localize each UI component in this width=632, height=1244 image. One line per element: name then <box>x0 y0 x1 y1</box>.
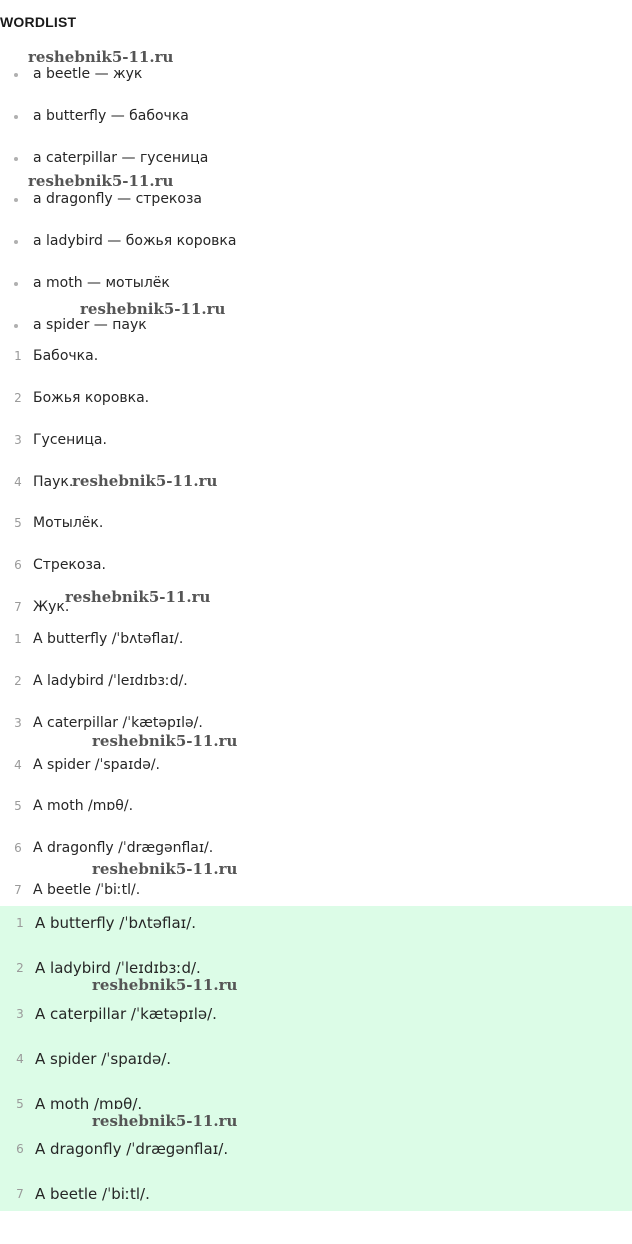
list-item-text: A dragonfly /ˈdrægənflaɪ/. <box>35 1140 229 1158</box>
list-item-text: A dragonfly /ˈdrægənflaɪ/. <box>33 840 214 856</box>
watermark: reshebnik5-11.ru <box>28 172 174 190</box>
list-item-text: Стрекоза. <box>33 557 106 573</box>
item-number: 7 <box>14 600 22 614</box>
list-item-text: a spider — паук <box>33 317 147 333</box>
list-item-text: a ladybird — божья коровка <box>33 233 237 249</box>
bullet-icon <box>14 73 18 77</box>
list-item-text: A ladybird /ˈleɪdɪbɜːd/. <box>33 673 188 689</box>
list-item-text: A beetle /ˈbiːtl/. <box>33 882 141 898</box>
list-item-text: Паук. <box>33 474 74 490</box>
bullet-icon <box>14 115 18 119</box>
item-number: 1 <box>14 349 22 363</box>
item-number: 5 <box>16 1097 24 1111</box>
item-number: 1 <box>14 632 22 646</box>
list-item-text: a butterfly — бабочка <box>33 108 189 124</box>
watermark: reshebnik5-11.ru <box>28 48 174 66</box>
list-item-text: a beetle — жук <box>33 66 143 82</box>
list-item-text: a dragonfly — стрекоза <box>33 191 202 207</box>
bullet-icon <box>14 198 18 202</box>
bullet-icon <box>14 324 18 328</box>
list-item-text: a caterpillar — гусеница <box>33 150 209 166</box>
item-number: 2 <box>14 674 22 688</box>
bullet-icon <box>14 240 18 244</box>
list-item-text: A moth /mɒθ/. <box>33 798 134 814</box>
item-number: 3 <box>16 1007 24 1021</box>
page-title: WORDLIST <box>0 14 77 30</box>
item-number: 6 <box>16 1142 24 1156</box>
item-number: 1 <box>16 916 24 930</box>
watermark: reshebnik5-11.ru <box>92 860 238 878</box>
item-number: 5 <box>14 799 22 813</box>
list-item-text: A moth /mɒθ/. <box>35 1095 143 1113</box>
item-number: 3 <box>14 716 22 730</box>
list-item-text: A caterpillar /ˈkætəpɪlə/. <box>35 1005 217 1023</box>
list-item-text: A butterfly /ˈbʌtəflaɪ/. <box>35 914 197 932</box>
bullet-icon <box>14 282 18 286</box>
list-item-text: Мотылёк. <box>33 515 104 531</box>
list-item-text: Божья коровка. <box>33 390 150 406</box>
watermark: reshebnik5-11.ru <box>80 300 226 318</box>
item-number: 6 <box>14 558 22 572</box>
watermark: reshebnik5-11.ru <box>92 732 238 750</box>
list-item-text: A spider /ˈspaɪdə/. <box>33 757 160 773</box>
list-item-text: Гусеница. <box>33 432 107 448</box>
list-item-text: A caterpillar /ˈkætəpɪlə/. <box>33 715 203 731</box>
watermark: reshebnik5-11.ru <box>92 1112 238 1130</box>
item-number: 7 <box>16 1187 24 1201</box>
list-item-text: A ladybird /ˈleɪdɪbɜːd/. <box>35 959 201 977</box>
list-item-text: Жук. <box>33 599 70 615</box>
item-number: 4 <box>16 1052 24 1066</box>
item-number: 5 <box>14 516 22 530</box>
item-number: 4 <box>14 475 22 489</box>
watermark: reshebnik5-11.ru <box>65 588 211 606</box>
list-item-text: a moth — мотылёк <box>33 275 170 291</box>
item-number: 7 <box>14 883 22 897</box>
watermark: reshebnik5-11.ru <box>72 472 218 490</box>
bullet-icon <box>14 157 18 161</box>
item-number: 3 <box>14 433 22 447</box>
list-item-text: Бабочка. <box>33 348 99 364</box>
watermark: reshebnik5-11.ru <box>92 976 238 994</box>
list-item-text: A butterfly /ˈbʌtəflaɪ/. <box>33 631 184 647</box>
list-item-text: A beetle /ˈbiːtl/. <box>35 1185 150 1203</box>
list-item-text: A spider /ˈspaɪdə/. <box>35 1050 172 1068</box>
item-number: 4 <box>14 758 22 772</box>
item-number: 2 <box>14 391 22 405</box>
item-number: 6 <box>14 841 22 855</box>
item-number: 2 <box>16 961 24 975</box>
